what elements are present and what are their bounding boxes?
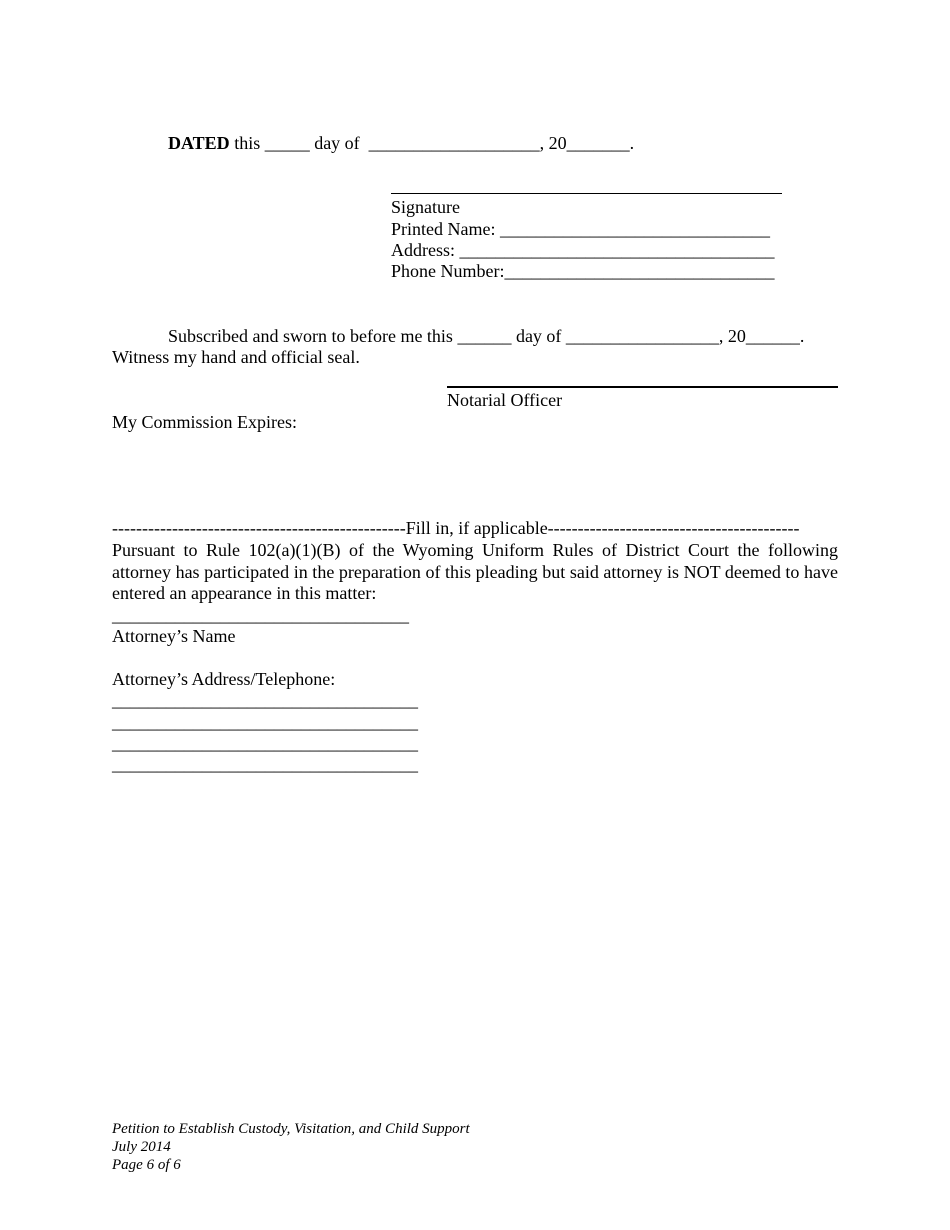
commission-expires-label: My Commission Expires:: [112, 412, 298, 432]
attorney-address-blank: __________________________________: [112, 754, 418, 774]
signature-rule: [391, 193, 782, 194]
attorney-address-blank: __________________________________: [112, 733, 418, 753]
notary-signature-rule: [447, 386, 838, 388]
pursuant-paragraph: Pursuant to Rule 102(a)(1)(B) of the Wyoming Uniform Rules of District Court the following attorney has participated in the preparation of this pleading but said attorney is NOT deemed to have entered an appearance in this matter:: [112, 540, 838, 603]
sworn-line: Subscribed and sworn to before me this ______ day of _________________, 20______.: [168, 326, 805, 346]
fill-in-divider: -------------------------------------------------Fill in, if applicable------------------------------------------: [112, 518, 800, 538]
dated-text: this _____ day of ___________________, 20_______.: [229, 133, 635, 153]
notarial-officer-label: Notarial Officer: [447, 390, 563, 410]
dated-label: DATED: [168, 133, 230, 153]
witness-line: Witness my hand and official seal.: [112, 347, 360, 367]
attorney-name-label: Attorney’s Name: [112, 626, 236, 646]
footer-title: Petition to Establish Custody, Visitation, and Child Support: [112, 1121, 470, 1137]
attorney-address-blank: __________________________________: [112, 690, 418, 710]
address-field: Address: ___________________________________: [391, 240, 775, 260]
printed-name-field: Printed Name: ______________________________: [391, 219, 770, 239]
footer-date: July 2014: [112, 1139, 171, 1155]
attorney-address-label: Attorney’s Address/Telephone:: [112, 669, 336, 689]
dated-line: [168, 133, 634, 154]
phone-number-field: Phone Number:______________________________: [391, 261, 775, 281]
footer-page-number: Page 6 of 6: [112, 1157, 181, 1173]
signature-label: Signature: [391, 197, 460, 217]
attorney-name-blank: _________________________________: [112, 605, 409, 625]
attorney-address-blank: __________________________________: [112, 712, 418, 732]
